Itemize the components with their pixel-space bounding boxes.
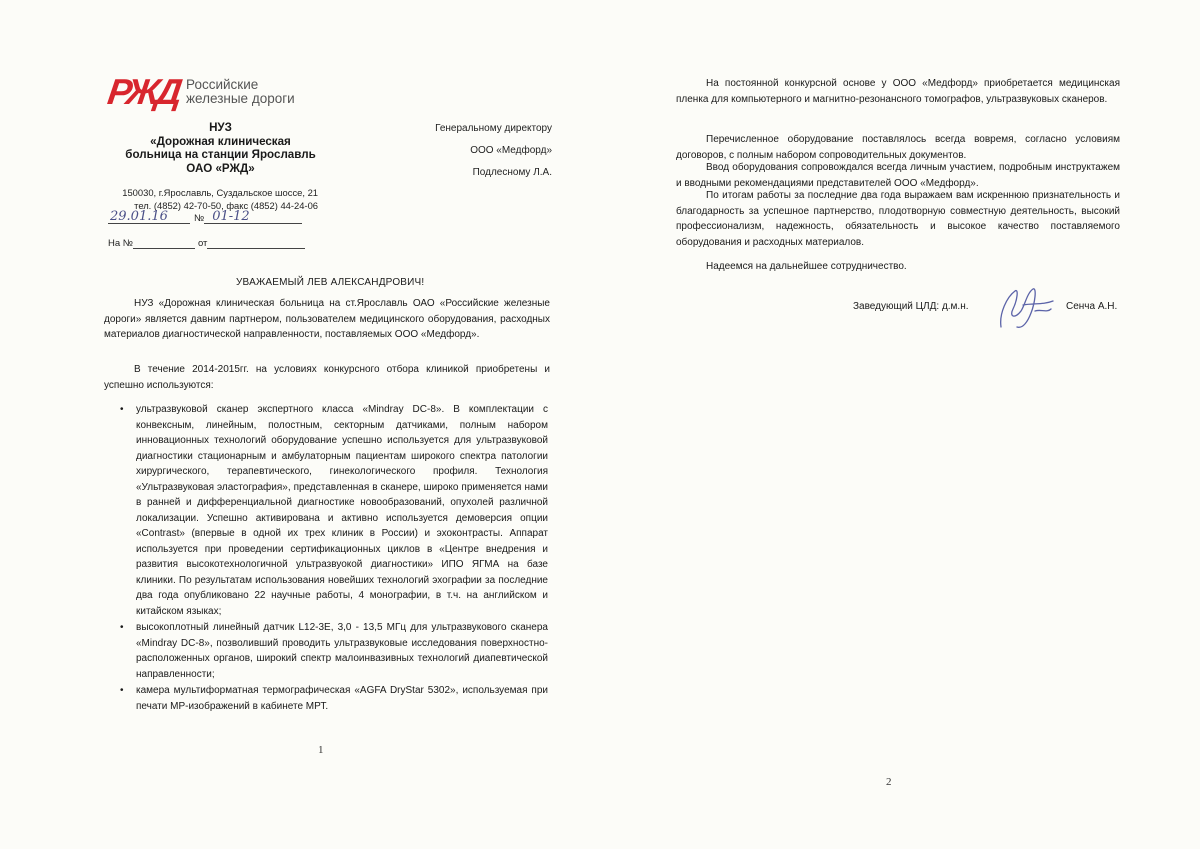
signatory-name: Сенча А.Н. (1066, 301, 1118, 312)
reference-registration (108, 236, 305, 249)
paragraph-6: По итогам работы за последние два года выражаем вам искреннюю признательность и благодарность за успешное партнерство, плодотворную совместную деятельность, высокий профессионализм, надежность, обязательность и высокое качество поставляемого оборудования и расходных материалов. (676, 190, 1120, 248)
reference-label: На № (108, 238, 133, 249)
rzd-logo-mark: РЖД (105, 71, 181, 112)
from-label: от (197, 238, 208, 249)
equipment-list (136, 402, 548, 715)
address-line-2: тел. (4852) 42-70-50, факс (4852) 44-24-06 (134, 199, 318, 211)
date-field (108, 211, 190, 224)
paragraph-1: НУЗ «Дорожная клиническая больница на ст.Ярославль ОАО «Российские железные дороги» является давним партнером, пользователем медицинского оборудования, расходных материалов диагностической направленности, поставляемых ООО «Медфорд». (104, 298, 550, 340)
organization-name (108, 121, 333, 175)
recipient-block (420, 118, 552, 184)
handwritten-signature (993, 283, 1059, 333)
rzd-logo-text (186, 78, 295, 106)
handwritten-number: 01-12 (212, 209, 250, 224)
paragraph-2: В течение 2014-2015гг. на условиях конкурсного отбора клиникой приобретены и успешно используются: (104, 364, 550, 391)
reference-date-field (207, 236, 305, 249)
org-line-1: НУЗ (209, 121, 232, 134)
org-line-4: ОАО «РЖД» (186, 161, 255, 175)
outgoing-registration (108, 211, 302, 224)
signatory-title: Заведующий ЦЛД: д.м.н. (853, 301, 969, 312)
logo-line-1: Российские (186, 77, 259, 92)
number-field (204, 211, 302, 224)
paragraph-4: Перечисленное оборудование поставлялось всегда вовремя, согласно условиям договоров, с полным набором сопроводительных документов. (676, 134, 1120, 161)
page-number-2: 2 (886, 776, 892, 788)
number-label: № (194, 213, 205, 224)
letter-page-2 (600, 0, 1200, 849)
paragraph-3: На постоянной конкурсной основе у ООО «Медфорд» приобретается медицинская пленка для компьютерного и магнитно-резонансного томографов, ультразвуковых сканеров. (676, 78, 1120, 105)
org-line-3: больница на станции Ярославль (125, 148, 316, 162)
recipient-line-2: ООО «Медфорд» (470, 145, 552, 156)
paragraph-7: Надеемся на дальнейшее сотрудничество. (706, 261, 907, 272)
list-item: • высокоплотный линейный датчик L12-3E, 3,0 - 13,5 МГц для ультразвукового сканера «Mindray DC-8», позволивший проводить ультразвуковые исследования поверхностно-расположенных органов, широкий спектр малоинвазивных технологий диапевтической направленности; (136, 620, 548, 682)
list-item: • ультразвуковой сканер экспертного класса «Mindray DC-8». В комплектации с конвексным, линейным, полостным, секторным датчиками, полным набором инновационных технологий оборудование успешно используется для ультразвуковой диагностики стационарным и амбулаторным пациентам широкого спектра патологии хирургического, терапевтического, гинекологического профиля. Технология «Ультразвуковая эластография», представленная в сканере, широко применяется нами в ранней и дифференциальной диагностике новообразований, опухолей различной локализации. Успешно активирована и активно используется демоверсия опции «Contrast» (впервые в одной их трех клиник в России) и эхоконтрасты. Аппарат используется при проведении сертификационных циклов в «Центре внедрения и развития высокотехнологичной ультразвуокой диагностики» ИПО ЯГМА на базе клиники. По результатам использования новейших технологий эхографии за последние два года опубликовано 22 научные работы, 4 монографии, в т.ч. на английском и китайском языках; (136, 402, 548, 619)
paragraph-5: Ввод оборудования сопровождался всегда личным участием, подробным инструктажем и вводными рекомендациями представителей ООО «Медфорд». (676, 162, 1120, 189)
address-line-1: 150030, г.Ярославль, Суздальское шоссе, 21 (122, 187, 318, 198)
greeting: УВАЖАЕМЫЙ ЛЕВ АЛЕКСАНДРОВИЧ! (236, 277, 425, 288)
recipient-line-3: Подлесному Л.А. (472, 167, 552, 178)
rzd-logo (105, 71, 295, 112)
logo-line-2: железные дороги (186, 91, 295, 106)
list-item: • камера мультиформатная термографическая «AGFA DryStar 5302», используемая при печати МР-изображений в кабинете МРТ. (136, 683, 548, 714)
handwritten-date: 29.01.16 (110, 209, 168, 224)
org-line-2: «Дорожная клиническая (150, 134, 291, 148)
page-number-1: 1 (318, 744, 324, 756)
recipient-line-1: Генеральному директору (435, 123, 552, 134)
reference-number-field (133, 236, 195, 249)
